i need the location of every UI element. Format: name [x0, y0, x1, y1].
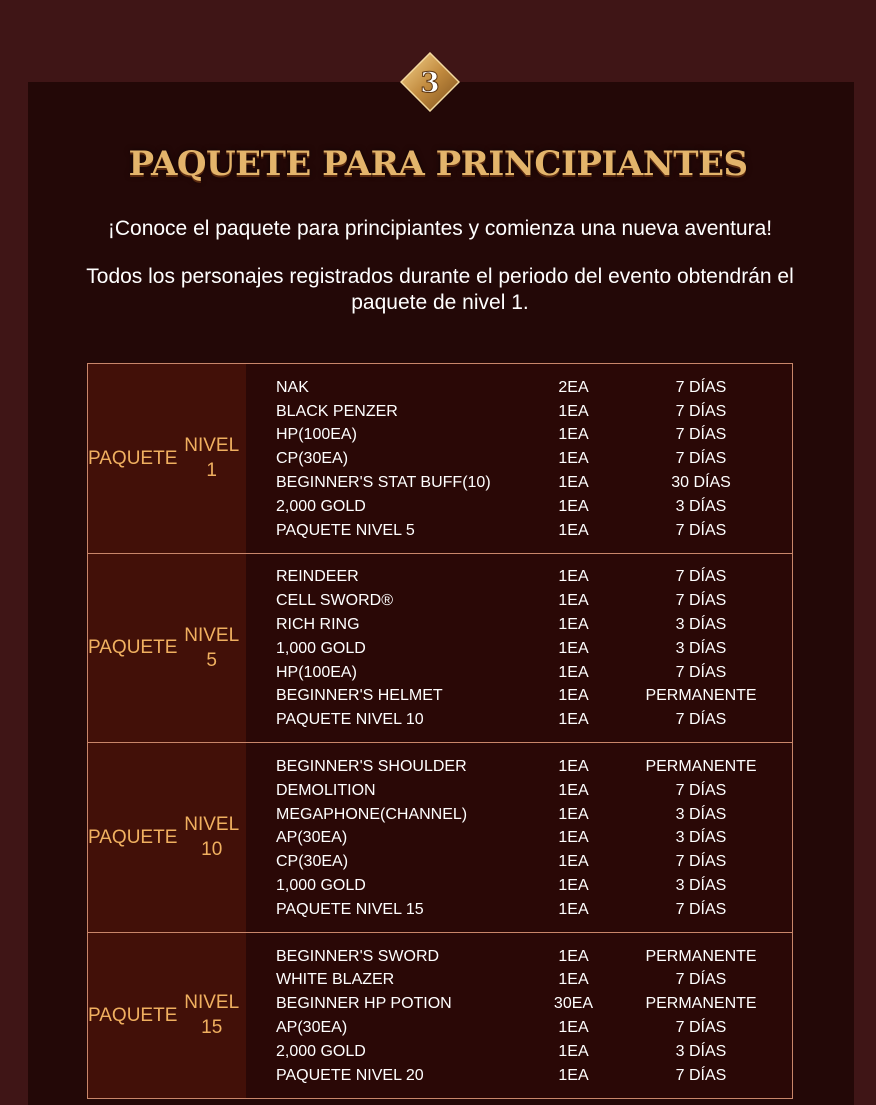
list-item: [276, 400, 792, 424]
item-duration: 7 DÍAS: [675, 521, 727, 539]
item-quantity: 1EA: [558, 639, 589, 657]
list-item: [276, 898, 792, 922]
item-name: PAQUETE NIVEL 20: [276, 1066, 424, 1084]
list-item: [276, 850, 792, 874]
badge-number: 3: [420, 66, 440, 99]
package-row: [88, 364, 792, 554]
item-name: 2,000 GOLD: [276, 497, 366, 515]
item-quantity: 1EA: [558, 877, 589, 895]
list-item: [276, 376, 792, 400]
item-quantity: 1EA: [558, 426, 589, 444]
package-item-list: [246, 933, 792, 1098]
item-quantity: 1EA: [558, 450, 589, 468]
item-name: HP(100EA): [276, 426, 357, 444]
item-name: PAQUETE NIVEL 5: [276, 521, 415, 539]
package-item-list: [246, 554, 792, 743]
list-item: [276, 1040, 792, 1064]
item-name: RICH RING: [276, 616, 360, 634]
item-quantity: 1EA: [558, 687, 589, 705]
item-name: PAQUETE NIVEL 15: [276, 900, 424, 918]
page-title: PAQUETE PARA PRINCIPIANTES: [128, 144, 748, 184]
item-duration: 3 DÍAS: [675, 497, 727, 515]
item-quantity: 1EA: [558, 781, 589, 799]
item-name: 1,000 GOLD: [276, 877, 366, 895]
package-label-line2: NIVEL 15: [184, 992, 240, 1039]
package-label: [88, 743, 246, 932]
list-item: [276, 447, 792, 471]
item-duration: 3 DÍAS: [675, 639, 727, 657]
list-item: [276, 755, 792, 779]
list-item: [276, 566, 792, 590]
item-quantity: 1EA: [558, 1019, 589, 1037]
package-table: [87, 363, 793, 1099]
item-quantity: 1EA: [558, 711, 589, 729]
item-name: DEMOLITION: [276, 781, 376, 799]
package-row: [88, 554, 792, 744]
item-duration: PERMANENTE: [645, 995, 757, 1013]
item-name: BEGINNER HP POTION: [276, 995, 452, 1013]
list-item: [276, 471, 792, 495]
package-label-line2: NIVEL 5: [184, 624, 240, 671]
item-name: BEGINNER'S HELMET: [276, 687, 443, 705]
item-name: BEGINNER'S STAT BUFF(10): [276, 474, 491, 492]
item-duration: 30 DÍAS: [671, 474, 731, 492]
item-quantity: 2EA: [558, 378, 589, 396]
item-duration: 7 DÍAS: [675, 900, 727, 918]
list-item: [276, 1016, 792, 1040]
item-duration: 3 DÍAS: [675, 805, 727, 823]
item-name: MEGAPHONE(CHANNEL): [276, 805, 468, 823]
item-duration: 7 DÍAS: [675, 402, 727, 420]
item-quantity: 1EA: [558, 568, 589, 586]
item-duration: 7 DÍAS: [675, 378, 727, 396]
item-duration: 3 DÍAS: [675, 1042, 727, 1060]
list-item: [276, 613, 792, 637]
list-item: [276, 945, 792, 969]
event-description: Todos los personajes registrados durante el periodo del evento obtendrán el paquete de nivel 1.: [86, 265, 794, 314]
item-duration: 7 DÍAS: [675, 450, 727, 468]
package-label-line2: NIVEL 1: [184, 435, 240, 482]
item-name: PAQUETE NIVEL 10: [276, 711, 424, 729]
list-item: [276, 637, 792, 661]
item-quantity: 1EA: [558, 497, 589, 515]
item-duration: 7 DÍAS: [675, 1066, 727, 1084]
item-duration: 7 DÍAS: [675, 853, 727, 871]
item-name: 2,000 GOLD: [276, 1042, 366, 1060]
list-item: [276, 803, 792, 827]
item-quantity: 1EA: [558, 853, 589, 871]
list-item: [276, 969, 792, 993]
item-duration: 7 DÍAS: [675, 781, 727, 799]
item-name: NAK: [276, 378, 309, 396]
item-quantity: 1EA: [558, 947, 589, 965]
item-duration: 7 DÍAS: [675, 711, 727, 729]
list-item: [276, 589, 792, 613]
item-quantity: 1EA: [558, 829, 589, 847]
list-item: [276, 685, 792, 709]
diamond-icon: [400, 52, 460, 112]
item-quantity: 1EA: [558, 592, 589, 610]
package-label: [88, 933, 246, 1098]
list-item: [276, 661, 792, 685]
item-name: BLACK PENZER: [276, 402, 398, 420]
package-label-line1: PAQUETE: [88, 637, 178, 659]
item-quantity: 1EA: [558, 1066, 589, 1084]
list-item: [276, 708, 792, 732]
item-quantity: 1EA: [558, 971, 589, 989]
item-duration: 7 DÍAS: [675, 971, 727, 989]
step-badge: [400, 52, 460, 112]
item-name: HP(100EA): [276, 663, 357, 681]
item-duration: 3 DÍAS: [675, 877, 727, 895]
item-quantity: 1EA: [558, 474, 589, 492]
item-name: AP(30EA): [276, 1019, 348, 1037]
item-quantity: 1EA: [558, 900, 589, 918]
list-item: [276, 519, 792, 543]
item-quantity: 30EA: [553, 995, 594, 1013]
item-duration: PERMANENTE: [645, 758, 757, 776]
list-item: [276, 779, 792, 803]
item-duration: 7 DÍAS: [675, 568, 727, 586]
item-quantity: 1EA: [558, 402, 589, 420]
package-row: [88, 933, 792, 1099]
item-quantity: 1EA: [558, 1042, 589, 1060]
list-item: [276, 424, 792, 448]
item-name: AP(30EA): [276, 829, 348, 847]
list-item: [276, 495, 792, 519]
item-duration: 3 DÍAS: [675, 829, 727, 847]
item-name: CELL SWORD®: [276, 592, 393, 610]
item-duration: 7 DÍAS: [675, 592, 727, 610]
package-label-line1: PAQUETE: [88, 826, 178, 848]
item-name: 1,000 GOLD: [276, 639, 366, 657]
item-quantity: 1EA: [558, 805, 589, 823]
intro-text: ¡Conoce el paquete para principiantes y comienza una nueva aventura!: [107, 217, 773, 240]
item-name: WHITE BLAZER: [276, 971, 395, 989]
item-name: BEGINNER'S SHOULDER: [276, 758, 467, 776]
list-item: [276, 1064, 792, 1088]
item-duration: PERMANENTE: [645, 687, 757, 705]
package-label-line2: NIVEL 10: [184, 814, 240, 861]
list-item: [276, 874, 792, 898]
item-quantity: 1EA: [558, 663, 589, 681]
package-label: [88, 554, 246, 743]
item-name: REINDEER: [276, 568, 359, 586]
list-item: [276, 827, 792, 851]
item-duration: PERMANENTE: [645, 947, 757, 965]
item-duration: 7 DÍAS: [675, 663, 727, 681]
package-item-list: [246, 743, 792, 932]
item-duration: 7 DÍAS: [675, 426, 727, 444]
item-name: BEGINNER'S SWORD: [276, 947, 440, 965]
package-label: [88, 364, 246, 553]
item-quantity: 1EA: [558, 521, 589, 539]
package-item-list: [246, 364, 792, 553]
item-name: CP(30EA): [276, 853, 349, 871]
package-label-line1: PAQUETE: [88, 1004, 178, 1026]
item-duration: 3 DÍAS: [675, 616, 727, 634]
item-quantity: 1EA: [558, 758, 589, 776]
item-quantity: 1EA: [558, 616, 589, 634]
list-item: [276, 992, 792, 1016]
package-label-line1: PAQUETE: [88, 447, 178, 469]
item-name: CP(30EA): [276, 450, 349, 468]
package-row: [88, 743, 792, 933]
item-duration: 7 DÍAS: [675, 1019, 727, 1037]
